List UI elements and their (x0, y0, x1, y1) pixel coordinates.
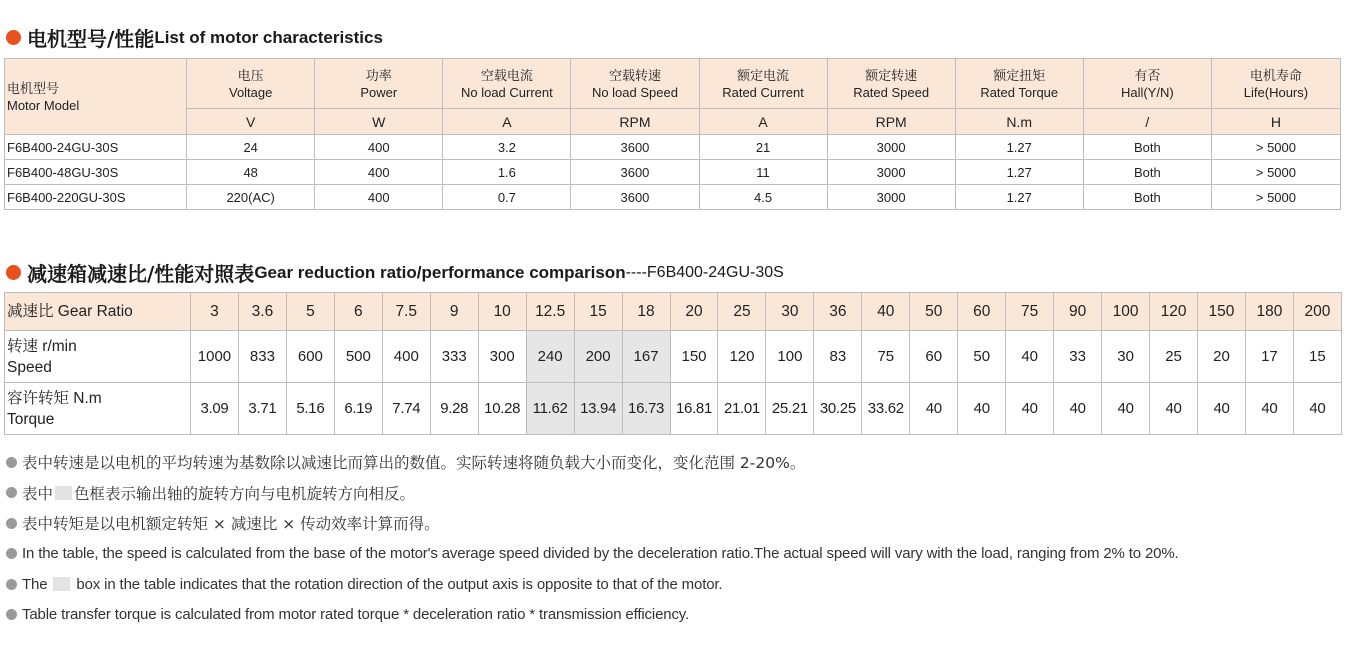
speed-cell: 120 (718, 331, 766, 383)
model-cell: F6B400-24GU-30S (5, 135, 187, 160)
motor-characteristics-table (4, 58, 1341, 210)
speed-cell: 83 (814, 331, 862, 383)
note-text: 表中转矩是以电机额定转矩 × 减速比 × 传动效率计算而得。 (22, 515, 440, 534)
model-header-en: Motor Model (7, 97, 80, 113)
section-title-en: Gear reduction ratio/performance comparison (254, 262, 626, 282)
table-row (5, 185, 1341, 210)
section-title-zh: 电机型号/性能 (27, 27, 155, 51)
torque-cell: 40 (1006, 383, 1054, 435)
column-header-cell (827, 59, 955, 109)
gear-ratio-cell: 90 (1054, 293, 1102, 331)
torque-cell: 7.74 (382, 383, 430, 435)
column-header-cell (571, 59, 699, 109)
speed-cell: 20 (1198, 331, 1246, 383)
value-cell: 0.7 (443, 185, 571, 210)
table-row (5, 135, 1341, 160)
value-cell: > 5000 (1211, 185, 1340, 210)
column-unit-cell: V (187, 109, 315, 135)
grey-swatch-icon (53, 577, 70, 591)
speed-cell: 25 (1150, 331, 1198, 383)
gear-ratio-row (5, 293, 1342, 331)
column-unit-cell: RPM (827, 109, 955, 135)
column-header-en: Voltage (228, 84, 273, 100)
column-header-zh: 空载转速 (608, 67, 661, 83)
table-header-row (5, 59, 1341, 109)
torque-cell: 16.81 (670, 383, 718, 435)
note-text-pre: The (22, 575, 48, 593)
speed-cell: 75 (862, 331, 910, 383)
column-header-cell (955, 59, 1083, 109)
torque-cell: 40 (910, 383, 958, 435)
note-torque-en (6, 600, 1179, 631)
speed-cell: 100 (766, 331, 814, 383)
torque-cell: 16.73 (622, 383, 670, 435)
gear-ratio-cell: 25 (718, 293, 766, 331)
column-header-en: No load Speed (591, 84, 678, 100)
column-header-zh: 空载电流 (480, 67, 533, 83)
grey-bullet-icon (6, 579, 17, 590)
column-header-en: Hall(Y/N) (1120, 84, 1174, 100)
torque-row (5, 383, 1342, 435)
note-text: In the table, the speed is calculated from the base of the motor's average speed divided by the deceleration ratio.The actual speed will vary with the load, ranging from 2% to 20%. (22, 545, 1179, 563)
torque-cell: 21.01 (718, 383, 766, 435)
column-unit-cell: RPM (571, 109, 699, 135)
speed-cell: 240 (526, 331, 574, 383)
gear-ratio-cell: 3.6 (238, 293, 286, 331)
column-header-zh: 功率 (365, 67, 392, 83)
column-header-zh: 电机寿命 (1249, 67, 1302, 83)
column-header-en: Life(Hours) (1243, 84, 1309, 100)
column-header-zh: 额定扭矩 (993, 67, 1046, 83)
gear-ratio-table (4, 292, 1342, 435)
column-header-cell (315, 59, 443, 109)
gear-ratio-cell: 120 (1150, 293, 1198, 331)
model-cell: F6B400-220GU-30S (5, 185, 187, 210)
column-unit-cell: / (1083, 109, 1211, 135)
gear-ratio-cell: 18 (622, 293, 670, 331)
value-cell: > 5000 (1211, 160, 1340, 185)
torque-label-cell (5, 383, 191, 435)
value-cell: Both (1083, 135, 1211, 160)
speed-cell: 17 (1245, 331, 1293, 383)
gear-ratio-cell: 150 (1198, 293, 1246, 331)
note-shade-zh (6, 478, 1179, 509)
value-cell: 48 (187, 160, 315, 185)
torque-cell: 33.62 (862, 383, 910, 435)
torque-cell: 25.21 (766, 383, 814, 435)
value-cell: 3000 (827, 185, 955, 210)
speed-cell: 150 (670, 331, 718, 383)
torque-cell: 11.62 (526, 383, 574, 435)
note-text: Table transfer torque is calculated from motor rated torque * deceleration ratio * transmission efficiency. (22, 606, 690, 624)
gear-ratio-cell: 30 (766, 293, 814, 331)
speed-row (5, 331, 1342, 383)
gear-ratio-cell: 40 (862, 293, 910, 331)
gear-ratio-cell: 100 (1102, 293, 1150, 331)
grey-bullet-icon (6, 609, 17, 620)
model-header-zh: 电机型号 (7, 80, 60, 96)
gear-ratio-cell: 200 (1293, 293, 1341, 331)
gear-ratio-cell: 7.5 (382, 293, 430, 331)
value-cell: 3000 (827, 160, 955, 185)
speed-cell: 333 (430, 331, 478, 383)
value-cell: 400 (315, 135, 443, 160)
section-title-gear-reduction (6, 258, 784, 287)
torque-cell: 40 (1102, 383, 1150, 435)
grey-swatch-icon (55, 486, 72, 500)
column-header-en: Rated Current (722, 84, 804, 100)
note-text: 表中转速是以电机的平均转速为基数除以减速比而算出的数值。实际转速将随负载大小而变化，变化范围 2-20%。 (22, 454, 806, 473)
value-cell: Both (1083, 160, 1211, 185)
torque-cell: 3.09 (191, 383, 239, 435)
torque-cell: 3.71 (238, 383, 286, 435)
column-header-cell (699, 59, 827, 109)
section-title-zh: 减速箱减速比/性能对照表 (27, 262, 255, 286)
grey-bullet-icon (6, 457, 17, 468)
gear-ratio-cell: 3 (191, 293, 239, 331)
torque-cell: 9.28 (430, 383, 478, 435)
torque-cell: 5.16 (286, 383, 334, 435)
value-cell: 400 (315, 160, 443, 185)
note-torque-zh (6, 508, 1179, 539)
value-cell: 3000 (827, 135, 955, 160)
speed-cell: 600 (286, 331, 334, 383)
orange-bullet-icon (6, 30, 21, 45)
gear-ratio-cell: 50 (910, 293, 958, 331)
section-title-model-suffix: ----F6B400-24GU-30S (625, 263, 784, 281)
gear-ratio-cell: 12.5 (526, 293, 574, 331)
model-header-cell (5, 59, 187, 135)
column-unit-cell: A (443, 109, 571, 135)
value-cell: 21 (699, 135, 827, 160)
value-cell: 3600 (571, 135, 699, 160)
column-unit-cell: H (1211, 109, 1340, 135)
note-text-post: 色框表示输出轴的旋转方向与电机旋转方向相反。 (74, 484, 416, 503)
note-speed-zh (6, 447, 1179, 478)
speed-cell: 200 (574, 331, 622, 383)
orange-bullet-icon (6, 265, 21, 280)
speed-label-en: Speed (7, 358, 52, 376)
column-header-en: Power (360, 84, 398, 100)
gear-ratio-cell: 60 (958, 293, 1006, 331)
torque-cell: 40 (1245, 383, 1293, 435)
value-cell: 1.6 (443, 160, 571, 185)
column-header-zh: 额定电流 (737, 67, 790, 83)
value-cell: 24 (187, 135, 315, 160)
note-speed-en (6, 539, 1179, 570)
torque-cell: 13.94 (574, 383, 622, 435)
gear-ratio-cell: 180 (1245, 293, 1293, 331)
value-cell: 1.27 (955, 185, 1083, 210)
value-cell: > 5000 (1211, 135, 1340, 160)
grey-bullet-icon (6, 548, 17, 559)
column-header-zh: 电压 (237, 67, 264, 83)
section-title-en: List of motor characteristics (154, 27, 383, 47)
gear-ratio-cell: 20 (670, 293, 718, 331)
column-header-zh: 额定转速 (865, 67, 918, 83)
column-header-en: Rated Torque (980, 84, 1059, 100)
torque-cell: 30.25 (814, 383, 862, 435)
value-cell: 3600 (571, 160, 699, 185)
speed-cell: 33 (1054, 331, 1102, 383)
section-title-motor-characteristics (6, 23, 383, 52)
column-header-zh: 有否 (1134, 67, 1161, 83)
notes-list (6, 447, 1179, 630)
column-unit-cell: A (699, 109, 827, 135)
gear-ratio-cell: 15 (574, 293, 622, 331)
note-text-post: box in the table indicates that the rotation direction of the output axis is opposite to that of the motor. (76, 575, 723, 593)
value-cell: 4.5 (699, 185, 827, 210)
speed-cell: 300 (478, 331, 526, 383)
model-cell: F6B400-48GU-30S (5, 160, 187, 185)
column-unit-cell: W (315, 109, 443, 135)
speed-cell: 833 (238, 331, 286, 383)
gear-ratio-cell: 5 (286, 293, 334, 331)
torque-cell: 40 (1293, 383, 1341, 435)
table-unit-row (5, 109, 1341, 135)
speed-cell: 30 (1102, 331, 1150, 383)
column-header-en: No load Current (460, 84, 553, 100)
column-header-cell (443, 59, 571, 109)
column-header-cell (1211, 59, 1340, 109)
column-header-en: Rated Speed (853, 84, 930, 100)
torque-cell: 40 (1198, 383, 1246, 435)
speed-cell: 60 (910, 331, 958, 383)
column-unit-cell: N.m (955, 109, 1083, 135)
note-text-pre: 表中 (22, 484, 54, 503)
torque-cell: 10.28 (478, 383, 526, 435)
table-row (5, 160, 1341, 185)
speed-cell: 167 (622, 331, 670, 383)
speed-cell: 400 (382, 331, 430, 383)
torque-cell: 40 (958, 383, 1006, 435)
value-cell: 11 (699, 160, 827, 185)
speed-cell: 50 (958, 331, 1006, 383)
speed-cell: 15 (1293, 331, 1341, 383)
value-cell: 1.27 (955, 135, 1083, 160)
note-shade-en (6, 569, 1179, 600)
value-cell: 1.27 (955, 160, 1083, 185)
value-cell: 400 (315, 185, 443, 210)
speed-cell: 1000 (191, 331, 239, 383)
torque-label-zh: 容许转矩 N.m (7, 389, 102, 407)
value-cell: Both (1083, 185, 1211, 210)
speed-label-zh: 转速 r/min (7, 337, 77, 355)
value-cell: 3600 (571, 185, 699, 210)
torque-label-en: Torque (7, 410, 55, 428)
column-header-cell (187, 59, 315, 109)
column-header-cell (1083, 59, 1211, 109)
gear-ratio-cell: 36 (814, 293, 862, 331)
torque-cell: 40 (1054, 383, 1102, 435)
gear-ratio-label: 减速比 Gear Ratio (5, 293, 191, 331)
value-cell: 220(AC) (187, 185, 315, 210)
speed-cell: 500 (334, 331, 382, 383)
gear-ratio-cell: 6 (334, 293, 382, 331)
speed-label-cell (5, 331, 191, 383)
torque-cell: 6.19 (334, 383, 382, 435)
grey-bullet-icon (6, 487, 17, 498)
speed-cell: 40 (1006, 331, 1054, 383)
grey-bullet-icon (6, 518, 17, 529)
gear-ratio-cell: 10 (478, 293, 526, 331)
gear-ratio-cell: 9 (430, 293, 478, 331)
gear-ratio-cell: 75 (1006, 293, 1054, 331)
torque-cell: 40 (1150, 383, 1198, 435)
value-cell: 3.2 (443, 135, 571, 160)
